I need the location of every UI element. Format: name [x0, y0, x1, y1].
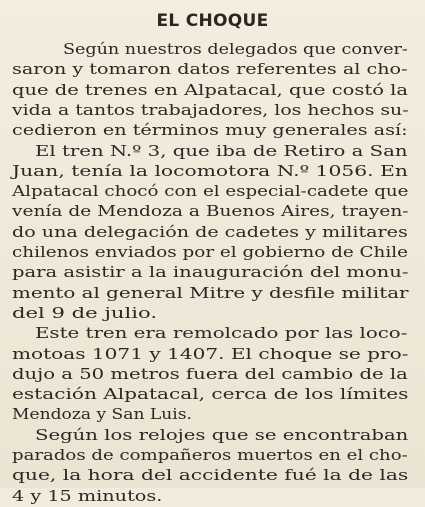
- text-line: chilenos enviados por el gobierno de Chile: [12, 243, 408, 261]
- text-line: dujo a 50 metros fuera del cambio de la: [12, 365, 408, 383]
- text-line: estación Alpatacal, cerca de los límites: [12, 385, 409, 403]
- text-line: saron y tomaron datos referentes al cho-: [12, 60, 408, 78]
- text-line: que de trenes en Alpatacal, que costó la: [12, 81, 408, 99]
- text-line: Alpatacal chocó con el especial-cadete que: [12, 182, 409, 200]
- text-line: Según nuestros delegados que conver-: [63, 40, 408, 58]
- text-line: motoas 1071 y 1407. El choque se pro-: [12, 345, 409, 363]
- text-line: Este tren era remolcado por las loco-: [35, 324, 408, 342]
- article-title: EL CHOQUE: [156, 11, 269, 31]
- text-line: Según los relojes que se encontraban: [35, 426, 409, 444]
- text-line: vida a tantos trabajadores, los hechos su-: [12, 101, 409, 119]
- text-line: El tren N.º 3, que iba de Retiro a San: [35, 142, 408, 160]
- text-line: 4 y 15 minutos.: [12, 487, 163, 505]
- text-line: Mendoza y San Luis.: [12, 405, 192, 423]
- text-line: para asistir a la inauguración del monu-: [12, 263, 409, 281]
- text-line: Juan, tenía la locomotora N.º 1056. En: [12, 162, 408, 180]
- text-line: del 9 de julio.: [12, 304, 158, 322]
- text-line: parados de compañeros muertos en el cho-: [12, 446, 408, 464]
- text-line: cedieron en términos muy generales así:: [12, 121, 408, 139]
- text-line: mento al general Mitre y desfile militar: [12, 284, 409, 302]
- text-line: venía de Mendoza a Buenos Aires, trayen-: [12, 202, 409, 220]
- text-line: que, la hora del accidente fué la de las: [12, 466, 409, 484]
- text-line: do una delegación de cadetes y militares: [12, 223, 408, 241]
